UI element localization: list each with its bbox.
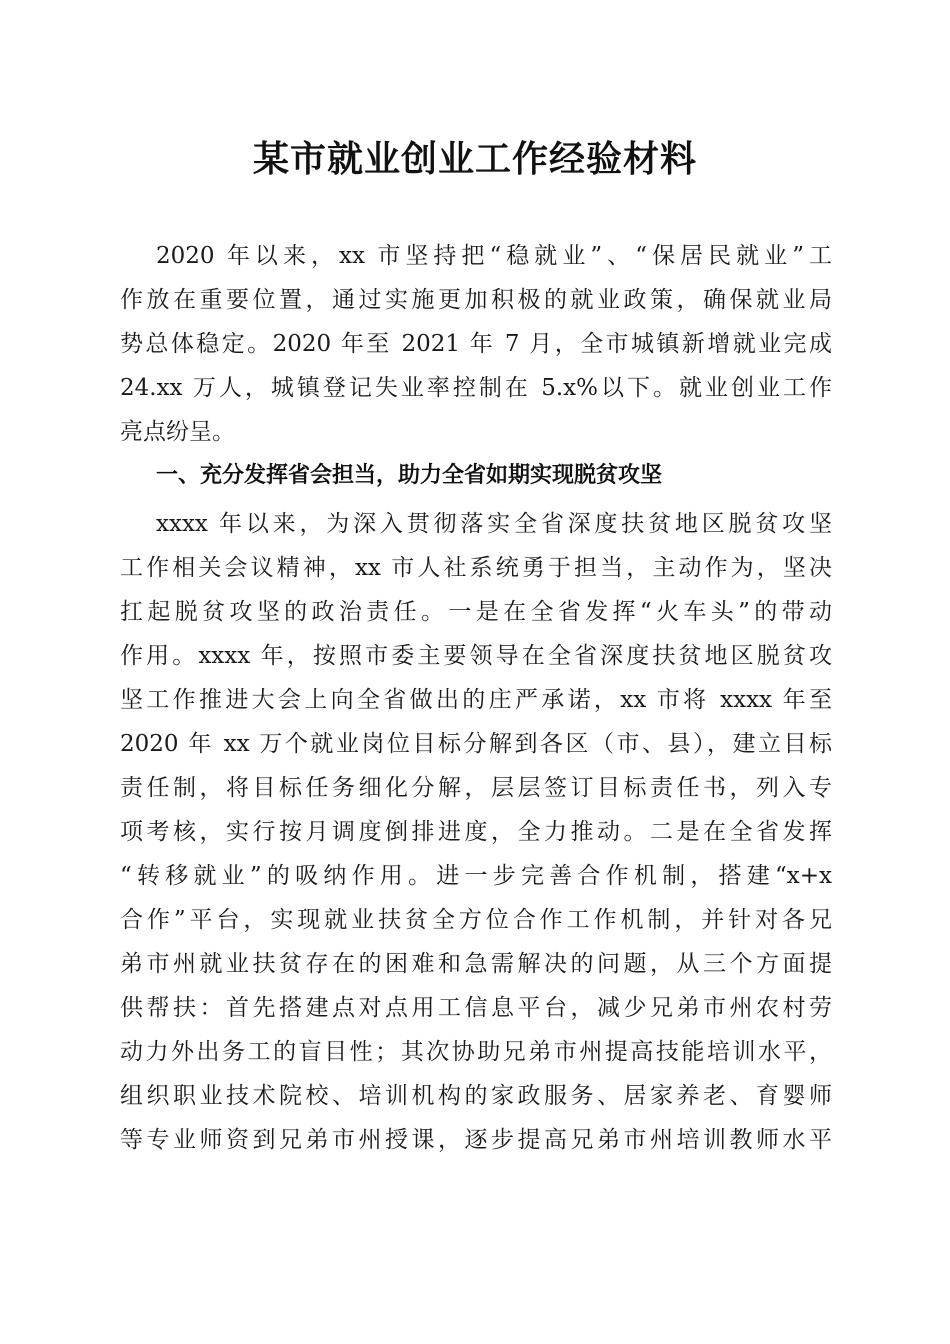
section-1-line: “转移就业”的吸纳作用。进一步完善合作机制，搭建“x+x: [120, 863, 832, 889]
intro-line: 24.xx 万人，城镇登记失业率控制在 5.x%以下。就业创业工作: [120, 375, 832, 401]
section-1-line: 作用。xxxx 年，按照市委主要领导在全省深度扶贫地区脱贫攻: [120, 643, 832, 669]
intro-line: 亮点纷呈。: [120, 419, 235, 445]
section-1-line: 项考核，实行按月调度倒排进度，全力推动。二是在全省发挥: [120, 819, 832, 845]
section-1-line: xxxx 年以来，为深入贯彻落实全省深度扶贫地区脱贫攻坚: [156, 511, 832, 537]
section-1-line: 弟市州就业扶贫存在的困难和急需解决的问题，从三个方面提: [120, 951, 832, 977]
intro-line: 势总体稳定。2020 年至 2021 年 7 月，全市城镇新增就业完成: [120, 331, 832, 357]
intro-line: 作放在重要位置，通过实施更加积极的就业政策，确保就业局: [120, 287, 832, 313]
section-1-line: 供帮扶：首先搭建点对点用工信息平台，减少兄弟市州农村劳: [120, 995, 832, 1021]
section-1-line: 责任制，将目标任务细化分解，层层签订目标责任书，列入专: [120, 775, 832, 801]
section-1-line: 扛起脱贫攻坚的政治责任。一是在全省发挥“火车头”的带动: [120, 599, 832, 625]
document-title: 某市就业创业工作经验材料: [252, 138, 697, 180]
section-1-paragraph: [120, 502, 832, 1162]
section-1-line: 动力外出务工的盲目性；其次协助兄弟市州提高技能培训水平，: [120, 1039, 832, 1065]
section-1-line: 合作”平台，实现就业扶贫全方位合作工作机制，并针对各兄: [120, 907, 832, 933]
section-1-line: 2020 年 xx 万个就业岗位目标分解到各区（市、县），建立目标: [120, 731, 832, 757]
section-1-line: 组织职业技术院校、培训机构的家政服务、居家养老、育婴师: [120, 1083, 832, 1109]
section-1-line: 坚工作推进大会上向全省做出的庄严承诺，xx 市将 xxxx 年至: [120, 687, 832, 713]
section-1-line: 等专业师资到兄弟市州授课，逐步提高兄弟市州培训教师水平: [120, 1127, 832, 1153]
section-1-heading: 一、充分发挥省会担当，助力全省如期实现脱贫攻坚: [156, 463, 663, 488]
section-1-line: 工作相关会议精神，xx 市人社系统勇于担当，主动作为，坚决: [120, 555, 832, 581]
intro-paragraph: [120, 234, 832, 454]
intro-line: 2020 年以来，xx 市坚持把“稳就业”、“保居民就业”工: [156, 243, 832, 269]
